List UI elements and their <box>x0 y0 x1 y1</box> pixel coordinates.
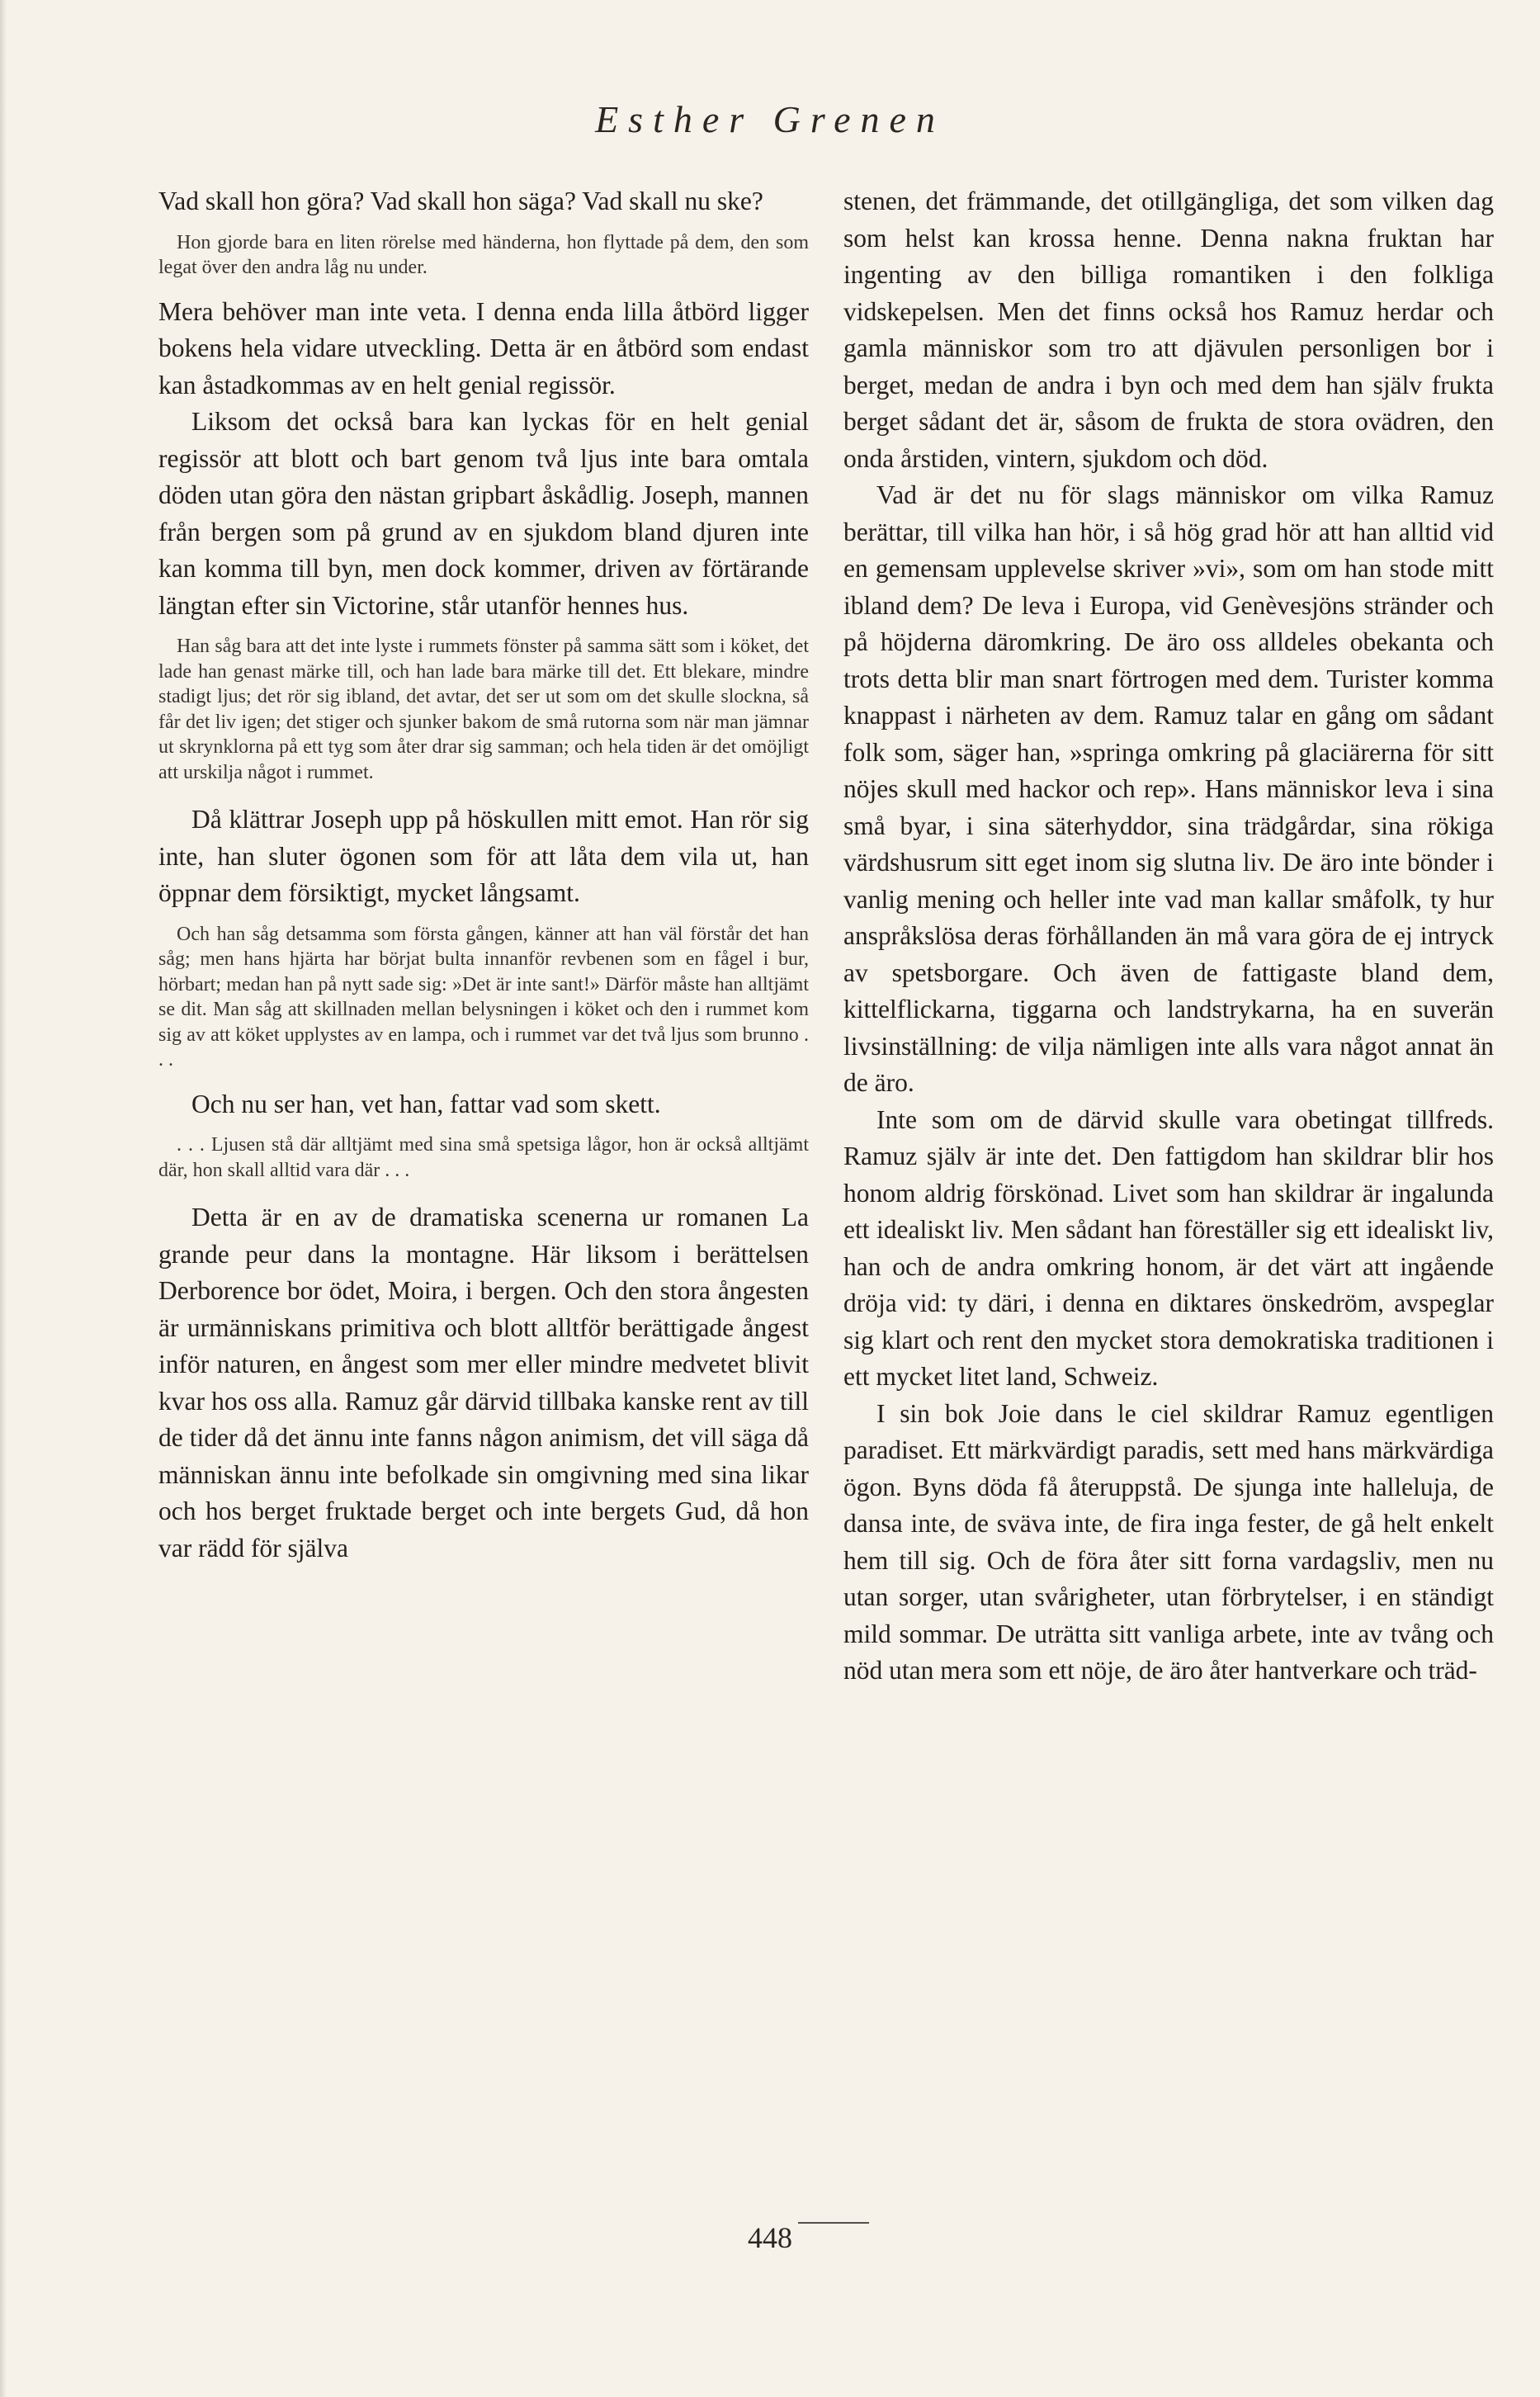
paragraph: Och nu ser han, vet han, fattar vad som skett. <box>191 1089 661 1118</box>
paragraph: stenen, det främmande, det otillgängliga, det som vilken dag som helst kan krossa henne. Denna nakna fruktan har ingenting av den billiga romantiken i den folkliga vidskepelsen. Men det finns också hos Ramuz herdar och gamla människor som tro att djävulen personligen bor i berget, medan de andra i byn och med dem han själv frukta berget sådant det är, såsom de frukta de stora ovädren, den onda årstiden, vintern, sjukdom och död. <box>843 187 1494 473</box>
paragraph: Mera behöver man inte veta. I denna enda lilla åtbörd ligger bokens hela vidare utveckling. Detta är en åtbörd som endast kan åstadkommas av en helt genial regissör. <box>158 296 809 400</box>
right-column <box>843 183 1494 1690</box>
quoted-excerpt: Och han såg detsamma som första gången, känner att han väl förstår det han såg; men hans hjärta har börjat bulta innanför revbenen som en fågel i bur, hörbart; medan han på nytt sade sig: »Det är inte sant!» Därför måste han alltjämt se dit. Man såg att skillnaden mellan belysningen i köket och den i rummet kom sig av att köket upplystes av en lampa, och i rummet var det två ljus som brunno . . . <box>158 923 809 1071</box>
paragraph: I sin bok Joie dans le ciel skildrar Ramuz egentligen paradiset. Ett märkvärdigt paradis, sett med hans märkvärdiga ögon. Byns döda få återuppstå. De sjunga inte halleluja, de dansa inte, de sväva inte, de fira inga fester, de gå helt enkelt hem till sig. Och de föra åter sitt forna vardagsliv, men nu utan sorger, utan svårigheter, utan förbrytelser, i en ständigt mild sommar. De uträtta sitt vanliga arbete, inte av tvång och nöd utan mera som ett nöje, de äro åter hantverkare och träd- <box>843 1398 1494 1685</box>
paragraph: Då klättrar Joseph upp på höskullen mitt emot. Han rör sig inte, han sluter ögonen som för att låta dem vila ut, han öppnar dem försiktigt, mycket långsamt. <box>158 805 809 907</box>
paragraph: Vad är det nu för slags människor om vilka Ramuz berättar, till vilka han hör, i så hög grad hör att han alltid vid en gemensam upplevelse skriver »vi», som om han stode mitt ibland dem? De leva i Europa, vid Genèvesjöns stränder och på höjderna däromkring. De äro oss alldeles obekanta och trots detta blir man snart förtrogen med dem. Turister komma knappast i närheten av dem. Ramuz talar en gång om sådant folk som, säger han, »springa omkring på glaciärerna för sitt nöjes skull med hackor och rep». Hans människor leva i sina små byar, i sina säterhyddor, sina trädgårdar, sina rökiga värdshusrum sitt eget inom sig slutna liv. De äro inte bönder i vanlig mening och heller inte vad man kallar småfolk, ty hur anspråkslösa deras förhållanden än må vara göra de ej intryck av spetsborgare. Och även de fattigaste bland dem, kittelflickarna, tiggarna och landstrykarna, ha en suverän livsinställning: de vilja nämligen inte alls vara något annat än de äro. <box>843 480 1494 1097</box>
quoted-excerpt: Han såg bara att det inte lyste i rummets fönster på samma sätt som i köket, det lade han genast märke till, och han lade bara märke till det. Ett blekare, mindre stadigt ljus; det rör sig ibland, det avtar, det ser ut som om det skulle slockna, så får det liv igen; det stiger och sjunker bakom de små rutorna som när man jämnar ut skrynklorna på ett tyg som åter drar sig samman; och hela tiden är det omöjligt att urskilja något i rummet. <box>158 636 809 783</box>
page-number: 448 <box>748 2221 792 2254</box>
quoted-excerpt: . . . Ljusen stå där alltjämt med sina små spetsiga lågor, hon är också alltjämt där, hon skall alltid vara där . . . <box>158 1134 809 1181</box>
paragraph: Inte som om de därvid skulle vara obetingat tillfreds. Ramuz själv är inte det. Den fattigdom han skildrar blir hos honom aldrig förskönad. Livet som han skildrar är ingalunda ett idealiskt liv. Men sådant han föreställer sig ett idealiskt liv, han och de andra omkring honom, är det värt att ingående dröja vid: ty däri, i denna en diktares önskedröm, avspeglar sig klart och rent den mycket stora demokratiska traditionen i ett mycket litet land, Schweiz. <box>843 1104 1494 1391</box>
left-column <box>158 183 809 1567</box>
page-spine-shadow <box>0 0 7 2397</box>
quoted-excerpt: Hon gjorde bara en liten rörelse med händerna, hon flyttade på dem, den som legat över den andra låg nu under. <box>158 231 809 278</box>
paragraph: Detta är en av de dramatiska scenerna ur romanen La grande peur dans la montagne. Här liksom i berättelsen Derborence bor ödet, Moira, i bergen. Och den stora ångesten är urmänniskans primitiva och blott alltför berättigade ångest inför naturen, en ångest som mer eller mindre medvetet blivit kvar hos oss alla. Ramuz går därvid tillbaka kanske rent av till de tider då det ännu inte fanns någon animism, det vill säga då människan ännu inte befolkade sin omgivning med sina likar och hos berget fruktade berget och inte bergets Gud, då hon var rädd för själva <box>158 1203 809 1563</box>
paragraph: Vad skall hon göra? Vad skall hon säga? Vad skall nu ske? <box>158 187 763 215</box>
running-header: Esther Grenen <box>595 98 945 140</box>
paragraph: Liksom det också bara kan lyckas för en helt genial regissör att blott och bart genom två ljus inte bara omtala döden utan göra den nästan gripbart åskådlig. Joseph, mannen från bergen som på grund av en sjukdom bland djuren inte kan komma till byn, men dock kommer, driven av förtärande längtan efter sin Victorine, står utanför hennes hus. <box>158 407 809 620</box>
